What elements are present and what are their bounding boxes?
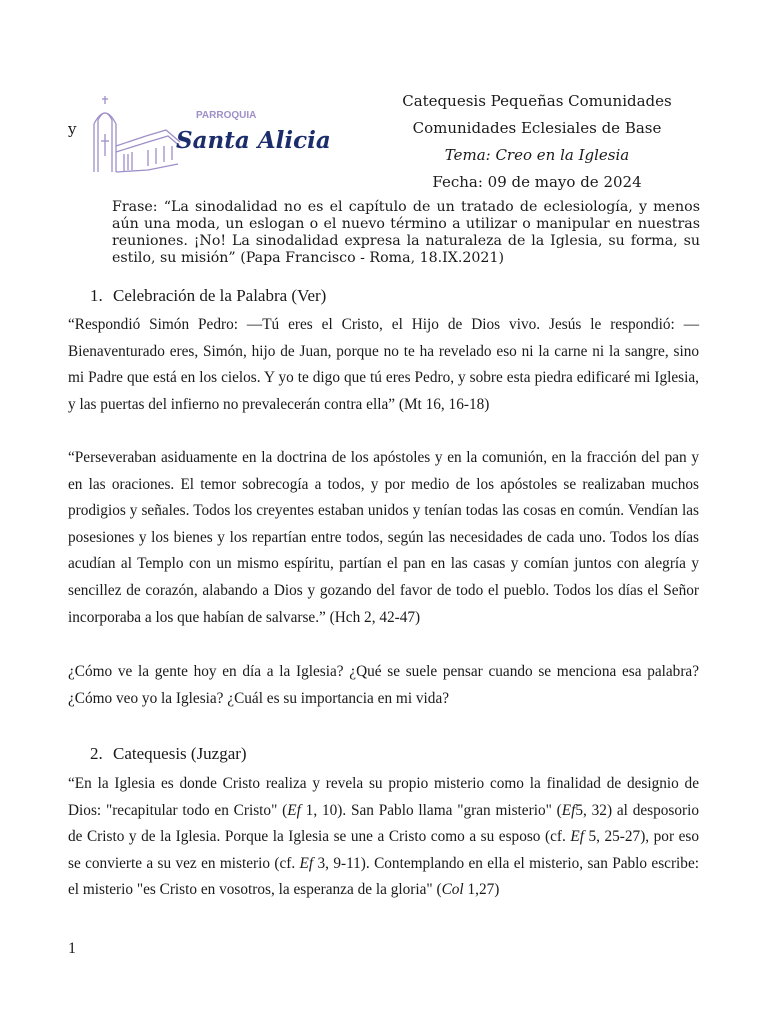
- text-run: 5, 25-27), por eso se convierte a su vez en misterio (cf.: [68, 828, 699, 872]
- section-1-heading: [90, 286, 326, 306]
- section-2-title: Catequesis (Juzgar): [113, 744, 247, 763]
- section-1-paragraph-3: ¿Cómo ve la gente hoy en día a la Iglesia? ¿Qué se suele pensar cuando se menciona esa palabra? ¿Cómo veo yo la Iglesia? ¿Cuál es su importancia en mi vida?: [68, 663, 699, 707]
- text-run: 1, 10). San Pablo llama "gran misterio" (: [300, 801, 562, 819]
- section-2-number: 2.: [90, 744, 103, 763]
- text-run: 5, 32) al desposorio de Cristo y de la Iglesia. Porque la Iglesia se une a Cristo como a su esposo (cf.: [68, 801, 699, 846]
- text-run: “En la Iglesia es donde Cristo realiza y revela su propio misterio como la finalidad de designio de Dios: "recapitular todo en Cristo" (: [68, 775, 699, 819]
- text-run: 1,27): [463, 881, 500, 899]
- frase-quote: Frase: “La sinodalidad no es el capítulo de un tratado de eclesiología, y menos aún una moda, un eslogan o el nuevo término a utilizar o manipular en nuestras reuniones. ¡No! La sinodalidad expresa la naturaleza de la Iglesia, su forma, su estilo, su misión” (Papa Francisco - Roma, 18.IX.2021): [112, 199, 700, 266]
- text-run: 3, 9-11). Contemplando en ella el misterio, san Pablo escribe: el misterio "es Cristo en vosotros, la esperanza de la gloria" (: [68, 854, 699, 899]
- citation-abbrev: Ef: [570, 828, 584, 846]
- citation-abbrev: Col: [441, 881, 464, 899]
- section-1-number: 1.: [90, 286, 103, 305]
- parroquia-logo: [88, 94, 331, 178]
- header-tema: Tema: Creo en la Iglesia: [444, 146, 630, 164]
- document-header: [352, 90, 722, 198]
- section-2-paragraph-1: [68, 771, 699, 904]
- section-1-paragraph-2: “Perseveraban asiduamente en la doctrina de los apóstoles y en la comunión, en la fracción del pan y en las oraciones. El temor sobrecogía a todos, y por medio de los apóstoles se realizaban muchos prodigios y señales. Todos los creyentes estaban unidos y tenían todas las cosas en común. Vendían las posesiones y los bienes y los repartían entre todos, según las necesidades de cada uno. Todos los días acudían al Templo con un mismo espíritu, partían el pan en las casas y comían juntos con alegría y sencillez de corazón, alabando a Dios y gozando del favor de todo el pueblo. Todos los días el Señor incorporaba a los que habían de salvarse.” (Hch 2, 42-47): [68, 449, 699, 626]
- citation-abbrev: Ef: [299, 854, 314, 872]
- logo-parroquia-text: PARROQUIA: [196, 110, 257, 121]
- section-1-paragraph-1: “Respondió Simón Pedro: —Tú eres el Cristo, el Hijo de Dios vivo. Jesús le respondió: —Bienaventurado eres, Simón, hijo de Juan, porque no te ha revelado eso ni la carne ni la sangre, sino mi Padre que está en los cielos. Y yo te digo que tú eres Pedro, y sobre esta piedra edificaré mi Iglesia, y las puertas del infierno no prevalecerán contra ella” (Mt 16, 16-18): [68, 316, 699, 413]
- logo-santa-alicia-text: Santa Alicia: [176, 127, 331, 154]
- section-1-title: Celebración de la Palabra (Ver): [113, 286, 327, 305]
- citation-abbrev: Ef: [561, 801, 576, 819]
- header-prefix: y: [68, 120, 77, 138]
- church-drawing-icon: [94, 96, 182, 172]
- citation-abbrev: Ef: [287, 801, 301, 819]
- header-fecha: Fecha: 09 de mayo de 2024: [432, 173, 642, 191]
- page-number: 1: [68, 940, 76, 957]
- header-title-1: Catequesis Pequeñas Comunidades: [402, 92, 672, 110]
- header-title-2: Comunidades Eclesiales de Base: [412, 119, 662, 137]
- section-2-heading: [90, 744, 247, 764]
